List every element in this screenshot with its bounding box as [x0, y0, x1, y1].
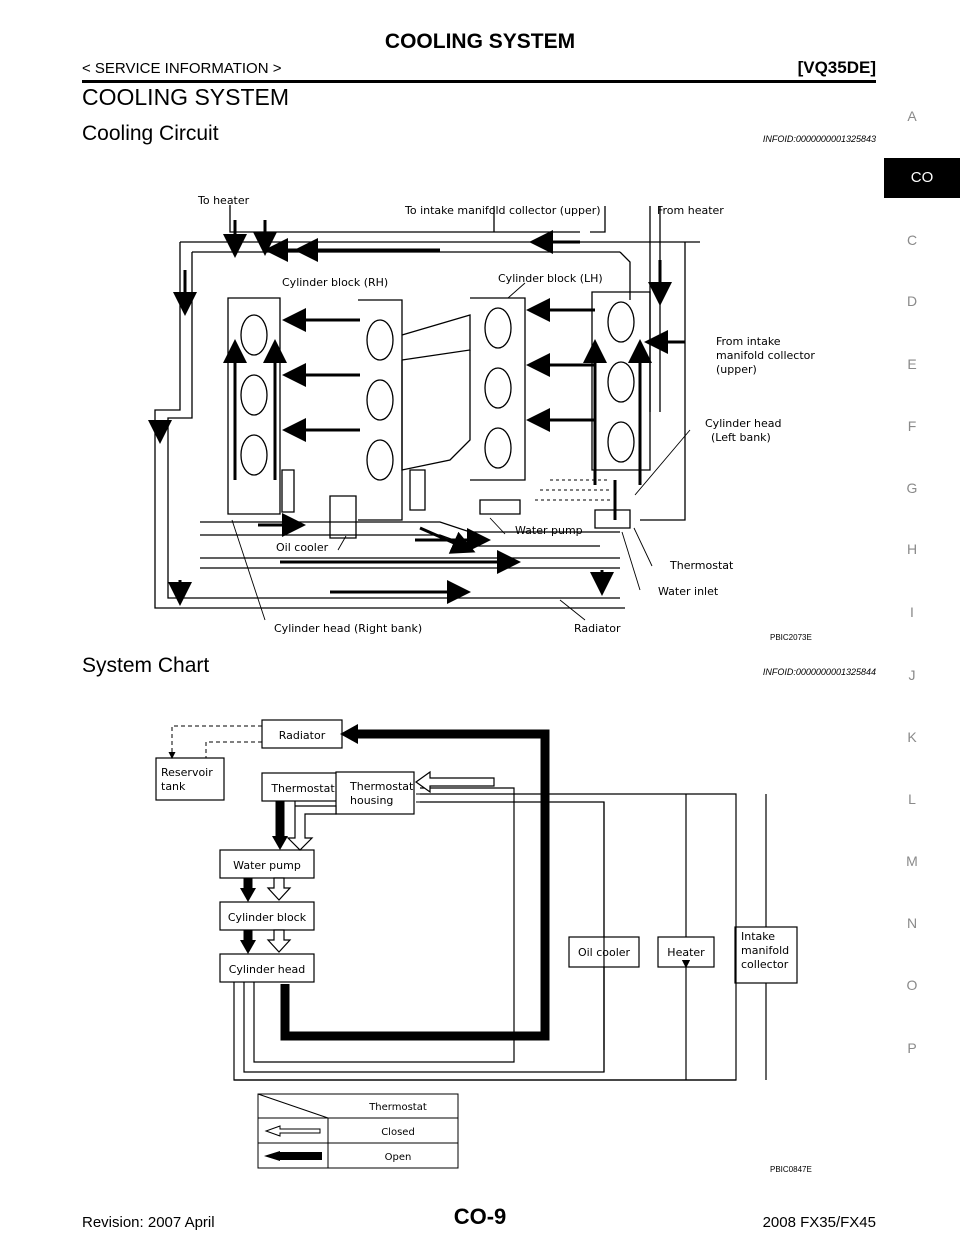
cooling-circuit-figure-id: PBIC2073E	[770, 633, 812, 642]
side-tab-i[interactable]: I	[910, 604, 914, 620]
side-tab-n[interactable]: N	[906, 915, 918, 931]
cylinder-head-left-label-1: Cylinder head	[705, 417, 782, 430]
from-intake-label-3: (upper)	[716, 363, 757, 376]
legend-open: Open	[384, 1152, 412, 1163]
page-number: CO-9	[453, 1204, 507, 1229]
side-tab-d[interactable]: D	[906, 293, 918, 309]
cylinder-head-left-label-2: (Left bank)	[711, 431, 771, 444]
reservoir-label-2: tank	[161, 780, 186, 793]
to-heater-label: To heater	[198, 194, 250, 207]
cylinder-block-lh-label: Cylinder block (LH)	[498, 272, 603, 285]
model-text: 2008 FX35/FX45	[762, 1214, 876, 1231]
oil-cooler-box-label: Oil cooler	[577, 946, 631, 959]
cylinder-block-box-label: Cylinder block	[227, 911, 307, 924]
cylinder-head-box-label: Cylinder head	[228, 963, 306, 976]
water-inlet-label: Water inlet	[658, 585, 719, 598]
system-chart-diagram	[140, 710, 840, 1180]
radiator-box-label: Radiator	[278, 729, 326, 742]
system-chart-infoid: INFOID:0000000001325844	[762, 667, 876, 677]
side-tab-a[interactable]: A	[907, 108, 917, 124]
oil-cooler-label: Oil cooler	[276, 541, 329, 554]
side-tab-l[interactable]: L	[908, 791, 916, 807]
intake-label-2: manifold	[741, 944, 790, 957]
intake-label-3: collector	[741, 958, 789, 971]
page-heading: COOLING SYSTEM	[82, 84, 290, 110]
heater-box-label: Heater	[667, 946, 705, 959]
from-intake-label-1: From intake	[716, 335, 781, 348]
from-heater-label: From heater	[657, 204, 724, 217]
side-tab-o[interactable]: O	[906, 977, 918, 993]
legend-header: Thermostat	[369, 1102, 427, 1113]
side-tab-co[interactable]: CO	[884, 158, 960, 198]
cooling-circuit-diagram	[140, 180, 840, 650]
from-intake-label-2: manifold collector	[716, 349, 815, 362]
housing-label-2: housing	[350, 794, 394, 807]
water-pump-box-label: Water pump	[233, 859, 301, 872]
reservoir-label-1: Reservoir	[161, 766, 213, 779]
thermostat-label: Thermostat	[670, 559, 734, 572]
service-information-label: < SERVICE INFORMATION >	[82, 60, 282, 77]
water-pump-label: Water pump	[515, 524, 583, 537]
cooling-circuit-title: Cooling Circuit	[82, 122, 219, 145]
thermostat-box-label: Thermostat	[271, 782, 335, 795]
intake-label-1: Intake	[741, 930, 776, 943]
cooling-circuit-infoid: INFOID:0000000001325843	[762, 134, 876, 144]
radiator-label: Radiator	[574, 622, 621, 635]
header-rule	[82, 80, 876, 83]
side-tab-p[interactable]: P	[907, 1040, 917, 1056]
engine-code: [VQ35DE]	[797, 58, 876, 77]
side-tab-f[interactable]: F	[907, 418, 917, 434]
side-tab-c[interactable]: C	[906, 232, 918, 248]
side-tab-e[interactable]: E	[907, 356, 917, 372]
side-tab-k[interactable]: K	[907, 729, 917, 745]
cylinder-head-right-label: Cylinder head (Right bank)	[274, 622, 423, 635]
housing-label-1: Thermostat	[350, 780, 414, 793]
side-tab-j[interactable]: J	[908, 667, 916, 683]
system-chart-figure-id: PBIC0847E	[770, 1165, 812, 1174]
cylinder-block-rh-label: Cylinder block (RH)	[282, 276, 389, 289]
thermostat-legend	[258, 1094, 458, 1168]
side-tab-h[interactable]: H	[906, 541, 918, 557]
to-intake-label: To intake manifold collector (upper)	[405, 204, 601, 217]
legend-closed: Closed	[381, 1127, 415, 1138]
system-chart-title: System Chart	[82, 654, 210, 677]
thermostat-housing-box	[336, 772, 414, 814]
page-header-title: COOLING SYSTEM	[384, 30, 576, 53]
side-tab-g[interactable]: G	[906, 480, 918, 496]
reservoir-tank-box	[156, 758, 224, 800]
revision-text: Revision: 2007 April	[82, 1214, 215, 1231]
side-tab-m[interactable]: M	[906, 853, 918, 869]
